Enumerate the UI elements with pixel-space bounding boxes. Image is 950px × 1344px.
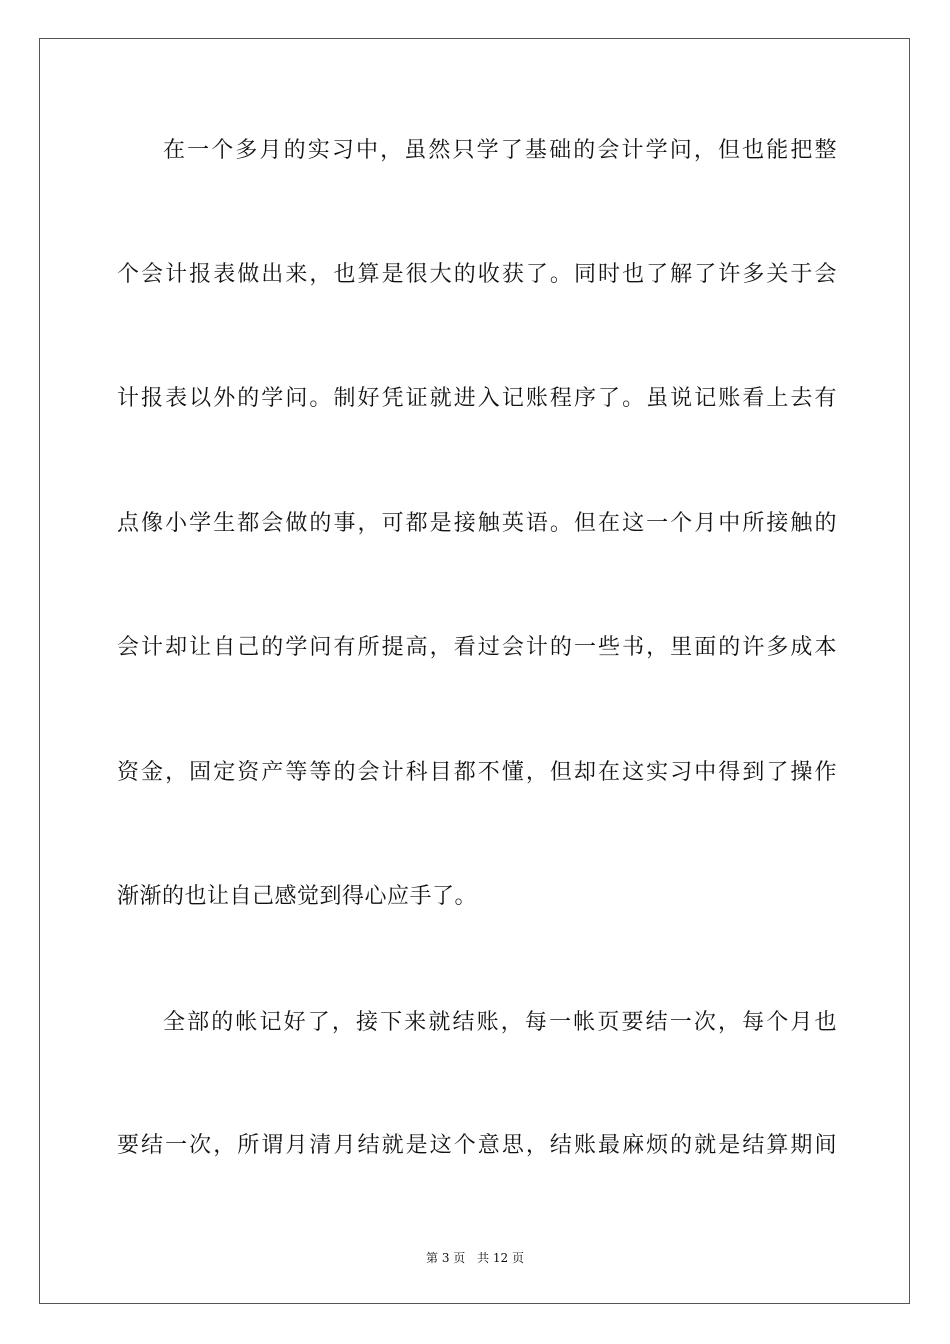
paragraph-line: 全部的帐记好了，接下来就结账，每一帐页要结一次，每个月也: [163, 1010, 837, 1035]
paragraph-line: 个会计报表做出来，也算是很大的收获了。同时也了解了许多关于会: [117, 262, 837, 287]
paragraph-line: 点像小学生都会做的事，可都是接触英语。但在这一个月中所接触的: [117, 511, 837, 536]
page-border: [39, 38, 910, 1304]
page-footer: [0, 1249, 950, 1266]
paragraph-line: 资金，固定资产等等的会计科目都不懂，但却在这实习中得到了操作: [117, 760, 837, 785]
paragraph-line: 计报表以外的学问。制好凭证就进入记账程序了。虽说记账看上去有: [117, 386, 837, 411]
paragraph-line: 要结一次，所谓月清月结就是这个意思，结账最麻烦的就是结算期间: [117, 1133, 837, 1158]
paragraph-line: 会计却让自己的学问有所提高，看过会计的一些书，里面的许多成本: [117, 635, 837, 660]
paragraph-line: 在一个多月的实习中，虽然只学了基础的会计学问，但也能把整: [163, 138, 837, 163]
total-pages: 共 12 页: [477, 1251, 524, 1265]
page-number: 第 3 页: [426, 1251, 466, 1265]
paragraph-line: 渐渐的也让自己感觉到得心应手了。: [117, 884, 478, 909]
